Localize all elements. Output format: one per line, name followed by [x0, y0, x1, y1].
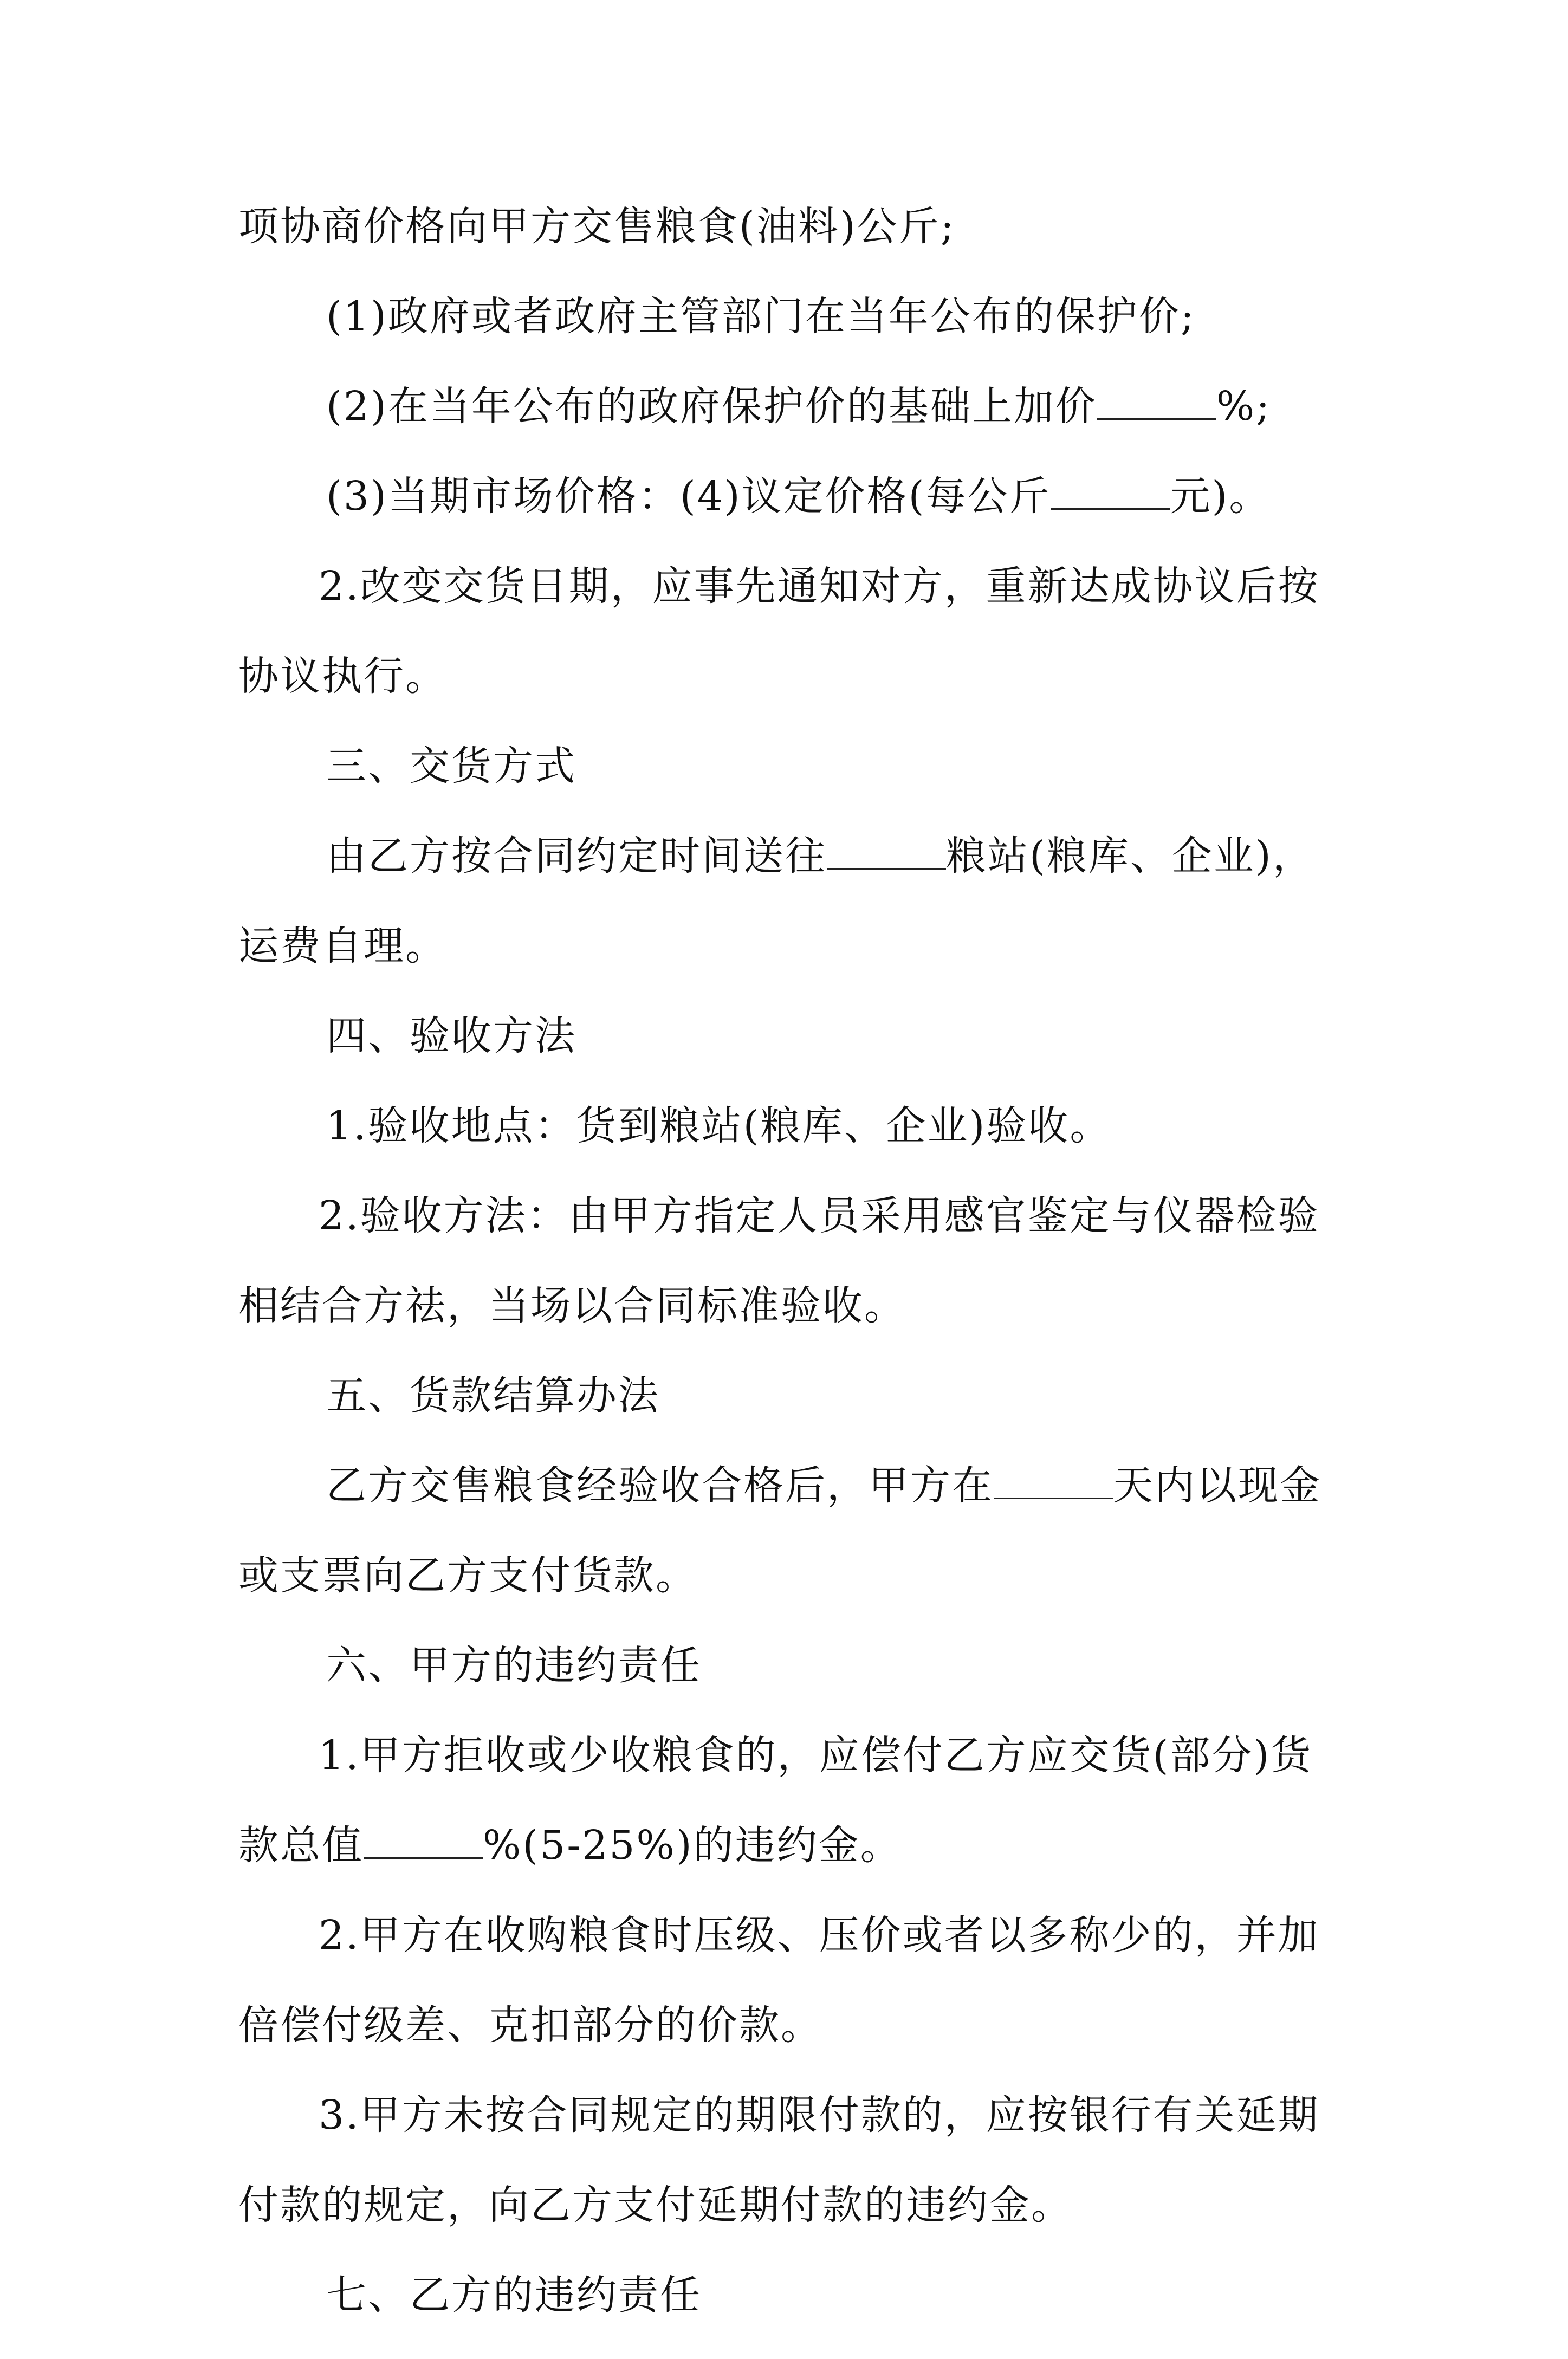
- paragraph-line: 2.改变交货日期，应事先通知对方，重新达成协议后按: [319, 563, 1320, 610]
- paragraph-line: 1.验收地点：货到粮站(粮库、企业)验收。: [326, 1103, 1112, 1149]
- line-text: 元)。: [1170, 473, 1271, 520]
- fill-in-blank: [1051, 476, 1170, 510]
- line-text: (2)在当年公布的政府保护价的基础上加价: [326, 383, 1097, 430]
- paragraph-line: (1)政府或者政府主管部门在当年公布的保护价;: [326, 293, 1196, 340]
- fill-in-blank: [827, 835, 946, 870]
- line-text: (3)当期市场价格：(4)议定价格(每公斤: [326, 473, 1051, 520]
- fill-in-blank: [364, 1825, 483, 1859]
- paragraph-line: [238, 1819, 1333, 1871]
- line-text: %;: [1216, 383, 1272, 430]
- section-heading: 五、货款结算办法: [326, 1372, 660, 1419]
- line-text: 天内以现金: [1113, 1462, 1321, 1509]
- line-text: 款总值: [238, 1822, 364, 1869]
- paragraph-line: [238, 470, 1333, 522]
- fill-in-blank: [1097, 386, 1216, 420]
- section-heading: 七、乙方的违约责任: [326, 2272, 702, 2318]
- paragraph-line: 协议执行。: [238, 653, 447, 699]
- section-heading: 六、甲方的违约责任: [326, 1642, 702, 1689]
- paragraph-line: 3.甲方未按合同规定的期限付款的，应按银行有关延期: [319, 2092, 1320, 2138]
- paragraph-line: 2.验收方法：由甲方指定人员采用感官鉴定与仪器检验: [319, 1193, 1320, 1239]
- paragraph-line: 倍偿付级差、克扣部分的价款。: [238, 2002, 822, 2049]
- paragraph-line: [238, 830, 1333, 882]
- paragraph-line: 或支票向乙方支付货款。: [238, 1552, 697, 1599]
- line-text: 乙方交售粮食经验收合格后，甲方在: [326, 1462, 994, 1509]
- paragraph-line: 1.甲方拒收或少收粮食的，应偿付乙方应交货(部分)货: [319, 1732, 1313, 1779]
- paragraph-line: 相结合方祛，当场以合同标准验收。: [238, 1282, 906, 1329]
- paragraph-line: 2.甲方在收购粮食时压级、压价或者以多称少的，并加: [319, 1912, 1320, 1959]
- paragraph-line: [238, 380, 1333, 432]
- section-heading: 四、验收方法: [326, 1013, 576, 1059]
- document-body: [238, 200, 1333, 2359]
- line-text: %(5-25%)的违约金。: [483, 1822, 902, 1869]
- section-heading: 三、交货方式: [326, 743, 576, 789]
- paragraph-line: 项协商价格向甲方交售粮食(油料)公斤;: [238, 203, 956, 250]
- line-text: 粮站(粮库、企业)，: [946, 833, 1314, 879]
- line-text: 由乙方按合同约定时间送往: [326, 833, 827, 879]
- paragraph-line: 运费自理。: [238, 923, 447, 969]
- paragraph-line: [238, 1460, 1333, 1512]
- paragraph-line: 付款的规定，向乙方支付延期付款的违约金。: [238, 2182, 1073, 2228]
- fill-in-blank: [994, 1465, 1113, 1499]
